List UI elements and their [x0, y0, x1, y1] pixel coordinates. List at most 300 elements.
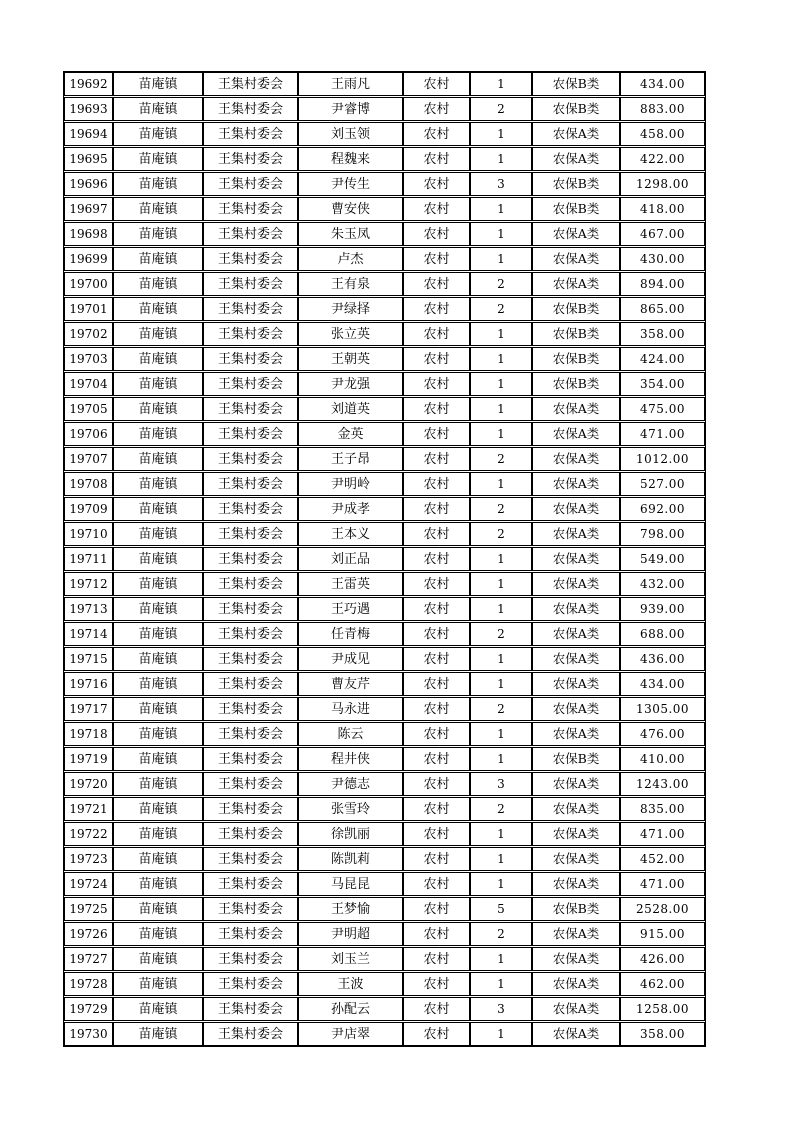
- cell-person-name: 刘玉兰: [298, 947, 403, 971]
- cell-person-name: 尹明岭: [298, 472, 403, 496]
- cell-person-name: 张雪玲: [298, 797, 403, 821]
- cell-person-count: 1: [470, 1022, 532, 1046]
- cell-town: 苗庵镇: [113, 1022, 203, 1046]
- cell-person-name: 尹成见: [298, 647, 403, 671]
- cell-insurance-type: 农保A类: [532, 597, 620, 621]
- cell-town: 苗庵镇: [113, 272, 203, 296]
- cell-serial-number: 19707: [64, 447, 113, 471]
- cell-person-name: 曹友芹: [298, 672, 403, 696]
- cell-insurance-type: 农保A类: [532, 522, 620, 546]
- cell-person-count: 1: [470, 147, 532, 171]
- cell-amount: 915.00: [620, 922, 705, 946]
- cell-insurance-type: 农保A类: [532, 797, 620, 821]
- cell-residence-type: 农村: [403, 422, 470, 446]
- cell-insurance-type: 农保B类: [532, 347, 620, 371]
- cell-town: 苗庵镇: [113, 697, 203, 721]
- cell-village: 王集村委会: [203, 897, 298, 921]
- cell-amount: 692.00: [620, 497, 705, 521]
- cell-person-count: 1: [470, 222, 532, 246]
- cell-insurance-type: 农保A类: [532, 247, 620, 271]
- cell-village: 王集村委会: [203, 547, 298, 571]
- cell-serial-number: 19700: [64, 272, 113, 296]
- cell-serial-number: 19701: [64, 297, 113, 321]
- cell-person-name: 尹德志: [298, 772, 403, 796]
- cell-town: 苗庵镇: [113, 497, 203, 521]
- cell-insurance-type: 农保A类: [532, 997, 620, 1021]
- cell-residence-type: 农村: [403, 547, 470, 571]
- cell-amount: 883.00: [620, 97, 705, 121]
- cell-insurance-type: 农保A类: [532, 222, 620, 246]
- table-row: [64, 822, 705, 846]
- cell-town: 苗庵镇: [113, 197, 203, 221]
- cell-insurance-type: 农保A类: [532, 647, 620, 671]
- cell-residence-type: 农村: [403, 772, 470, 796]
- table-row: [64, 747, 705, 771]
- cell-serial-number: 19714: [64, 622, 113, 646]
- cell-town: 苗庵镇: [113, 322, 203, 346]
- cell-town: 苗庵镇: [113, 372, 203, 396]
- cell-serial-number: 19723: [64, 847, 113, 871]
- cell-amount: 452.00: [620, 847, 705, 871]
- cell-person-count: 2: [470, 447, 532, 471]
- cell-residence-type: 农村: [403, 597, 470, 621]
- table-row: [64, 672, 705, 696]
- cell-person-count: 1: [470, 572, 532, 596]
- cell-village: 王集村委会: [203, 272, 298, 296]
- cell-residence-type: 农村: [403, 247, 470, 271]
- cell-town: 苗庵镇: [113, 672, 203, 696]
- cell-town: 苗庵镇: [113, 722, 203, 746]
- cell-insurance-type: 农保A类: [532, 947, 620, 971]
- cell-town: 苗庵镇: [113, 622, 203, 646]
- pension-payment-table: [63, 71, 706, 1047]
- cell-residence-type: 农村: [403, 522, 470, 546]
- cell-person-name: 孙配云: [298, 997, 403, 1021]
- cell-person-count: 2: [470, 922, 532, 946]
- cell-person-name: 张立英: [298, 322, 403, 346]
- cell-village: 王集村委会: [203, 247, 298, 271]
- cell-village: 王集村委会: [203, 722, 298, 746]
- cell-town: 苗庵镇: [113, 397, 203, 421]
- cell-serial-number: 19726: [64, 922, 113, 946]
- cell-person-name: 马永进: [298, 697, 403, 721]
- cell-person-name: 朱玉凤: [298, 222, 403, 246]
- cell-amount: 471.00: [620, 422, 705, 446]
- cell-village: 王集村委会: [203, 522, 298, 546]
- cell-person-count: 1: [470, 972, 532, 996]
- cell-town: 苗庵镇: [113, 297, 203, 321]
- cell-insurance-type: 农保B类: [532, 197, 620, 221]
- table-row: [64, 422, 705, 446]
- cell-person-name: 尹成孝: [298, 497, 403, 521]
- cell-residence-type: 农村: [403, 222, 470, 246]
- cell-town: 苗庵镇: [113, 847, 203, 871]
- cell-person-name: 马昆昆: [298, 872, 403, 896]
- cell-residence-type: 农村: [403, 947, 470, 971]
- cell-amount: 430.00: [620, 247, 705, 271]
- cell-town: 苗庵镇: [113, 222, 203, 246]
- cell-person-count: 5: [470, 897, 532, 921]
- table-row: [64, 772, 705, 796]
- cell-person-count: 2: [470, 522, 532, 546]
- cell-insurance-type: 农保A类: [532, 547, 620, 571]
- cell-amount: 434.00: [620, 672, 705, 696]
- table-row: [64, 797, 705, 821]
- cell-village: 王集村委会: [203, 322, 298, 346]
- cell-person-count: 1: [470, 197, 532, 221]
- table-row: [64, 222, 705, 246]
- cell-person-count: 1: [470, 647, 532, 671]
- cell-town: 苗庵镇: [113, 597, 203, 621]
- cell-residence-type: 农村: [403, 797, 470, 821]
- cell-amount: 426.00: [620, 947, 705, 971]
- cell-insurance-type: 农保A类: [532, 572, 620, 596]
- cell-town: 苗庵镇: [113, 972, 203, 996]
- cell-serial-number: 19727: [64, 947, 113, 971]
- cell-village: 王集村委会: [203, 397, 298, 421]
- cell-insurance-type: 农保A类: [532, 122, 620, 146]
- cell-insurance-type: 农保A类: [532, 822, 620, 846]
- cell-insurance-type: 农保A类: [532, 497, 620, 521]
- cell-village: 王集村委会: [203, 297, 298, 321]
- table-row: [64, 947, 705, 971]
- table-row: [64, 897, 705, 921]
- table-row: [64, 247, 705, 271]
- cell-residence-type: 农村: [403, 647, 470, 671]
- cell-village: 王集村委会: [203, 572, 298, 596]
- cell-amount: 1258.00: [620, 997, 705, 1021]
- cell-town: 苗庵镇: [113, 122, 203, 146]
- cell-person-name: 王有泉: [298, 272, 403, 296]
- cell-serial-number: 19717: [64, 697, 113, 721]
- cell-village: 王集村委会: [203, 347, 298, 371]
- cell-insurance-type: 农保A类: [532, 922, 620, 946]
- cell-serial-number: 19725: [64, 897, 113, 921]
- table-row: [64, 472, 705, 496]
- cell-town: 苗庵镇: [113, 747, 203, 771]
- cell-residence-type: 农村: [403, 397, 470, 421]
- cell-person-name: 刘玉领: [298, 122, 403, 146]
- cell-person-name: 尹传生: [298, 172, 403, 196]
- cell-serial-number: 19704: [64, 372, 113, 396]
- cell-person-count: 1: [470, 247, 532, 271]
- cell-serial-number: 19708: [64, 472, 113, 496]
- cell-village: 王集村委会: [203, 372, 298, 396]
- cell-person-name: 王雨凡: [298, 72, 403, 96]
- cell-town: 苗庵镇: [113, 997, 203, 1021]
- cell-town: 苗庵镇: [113, 897, 203, 921]
- table-row: [64, 697, 705, 721]
- cell-residence-type: 农村: [403, 722, 470, 746]
- cell-village: 王集村委会: [203, 672, 298, 696]
- cell-person-count: 3: [470, 172, 532, 196]
- cell-person-name: 尹睿博: [298, 97, 403, 121]
- table-row: [64, 397, 705, 421]
- cell-serial-number: 19722: [64, 822, 113, 846]
- cell-village: 王集村委会: [203, 622, 298, 646]
- cell-insurance-type: 农保A类: [532, 397, 620, 421]
- cell-person-count: 2: [470, 622, 532, 646]
- cell-person-count: 1: [470, 722, 532, 746]
- cell-village: 王集村委会: [203, 822, 298, 846]
- cell-serial-number: 19710: [64, 522, 113, 546]
- cell-amount: 527.00: [620, 472, 705, 496]
- cell-person-name: 程魏来: [298, 147, 403, 171]
- cell-village: 王集村委会: [203, 747, 298, 771]
- cell-amount: 1305.00: [620, 697, 705, 721]
- cell-serial-number: 19713: [64, 597, 113, 621]
- cell-town: 苗庵镇: [113, 922, 203, 946]
- cell-insurance-type: 农保A类: [532, 972, 620, 996]
- cell-serial-number: 19695: [64, 147, 113, 171]
- cell-person-name: 任青梅: [298, 622, 403, 646]
- cell-town: 苗庵镇: [113, 447, 203, 471]
- cell-insurance-type: 农保A类: [532, 622, 620, 646]
- cell-village: 王集村委会: [203, 697, 298, 721]
- cell-amount: 354.00: [620, 372, 705, 396]
- table-row: [64, 572, 705, 596]
- cell-serial-number: 19711: [64, 547, 113, 571]
- table-row: [64, 172, 705, 196]
- cell-person-count: 1: [470, 472, 532, 496]
- cell-serial-number: 19720: [64, 772, 113, 796]
- cell-person-count: 1: [470, 947, 532, 971]
- cell-town: 苗庵镇: [113, 772, 203, 796]
- cell-residence-type: 农村: [403, 472, 470, 496]
- cell-town: 苗庵镇: [113, 797, 203, 821]
- cell-town: 苗庵镇: [113, 522, 203, 546]
- cell-village: 王集村委会: [203, 647, 298, 671]
- cell-village: 王集村委会: [203, 472, 298, 496]
- cell-village: 王集村委会: [203, 997, 298, 1021]
- cell-person-count: 3: [470, 772, 532, 796]
- cell-residence-type: 农村: [403, 172, 470, 196]
- cell-village: 王集村委会: [203, 447, 298, 471]
- cell-person-count: 1: [470, 122, 532, 146]
- cell-residence-type: 农村: [403, 497, 470, 521]
- cell-serial-number: 19719: [64, 747, 113, 771]
- cell-village: 王集村委会: [203, 922, 298, 946]
- cell-person-name: 尹龙强: [298, 372, 403, 396]
- cell-person-count: 1: [470, 847, 532, 871]
- cell-amount: 835.00: [620, 797, 705, 821]
- table-row: [64, 972, 705, 996]
- cell-person-count: 1: [470, 397, 532, 421]
- cell-person-count: 1: [470, 347, 532, 371]
- cell-amount: 865.00: [620, 297, 705, 321]
- cell-serial-number: 19724: [64, 872, 113, 896]
- cell-amount: 549.00: [620, 547, 705, 571]
- cell-village: 王集村委会: [203, 597, 298, 621]
- cell-amount: 894.00: [620, 272, 705, 296]
- cell-amount: 358.00: [620, 322, 705, 346]
- cell-insurance-type: 农保B类: [532, 72, 620, 96]
- cell-town: 苗庵镇: [113, 647, 203, 671]
- cell-amount: 410.00: [620, 747, 705, 771]
- cell-town: 苗庵镇: [113, 147, 203, 171]
- cell-town: 苗庵镇: [113, 822, 203, 846]
- table-row: [64, 147, 705, 171]
- cell-residence-type: 农村: [403, 872, 470, 896]
- cell-insurance-type: 农保B类: [532, 97, 620, 121]
- cell-insurance-type: 农保A类: [532, 847, 620, 871]
- cell-insurance-type: 农保B类: [532, 897, 620, 921]
- cell-person-name: 陈凯莉: [298, 847, 403, 871]
- cell-person-name: 刘正品: [298, 547, 403, 571]
- cell-amount: 471.00: [620, 822, 705, 846]
- cell-serial-number: 19718: [64, 722, 113, 746]
- cell-amount: 462.00: [620, 972, 705, 996]
- cell-village: 王集村委会: [203, 97, 298, 121]
- table-row: [64, 272, 705, 296]
- cell-amount: 798.00: [620, 522, 705, 546]
- cell-insurance-type: 农保A类: [532, 447, 620, 471]
- cell-residence-type: 农村: [403, 197, 470, 221]
- cell-serial-number: 19692: [64, 72, 113, 96]
- cell-residence-type: 农村: [403, 122, 470, 146]
- table-row: [64, 97, 705, 121]
- cell-residence-type: 农村: [403, 672, 470, 696]
- cell-amount: 458.00: [620, 122, 705, 146]
- cell-insurance-type: 农保B类: [532, 747, 620, 771]
- cell-amount: 418.00: [620, 197, 705, 221]
- cell-person-count: 1: [470, 872, 532, 896]
- cell-serial-number: 19706: [64, 422, 113, 446]
- cell-town: 苗庵镇: [113, 547, 203, 571]
- cell-town: 苗庵镇: [113, 872, 203, 896]
- table-row: [64, 447, 705, 471]
- cell-amount: 1243.00: [620, 772, 705, 796]
- cell-serial-number: 19693: [64, 97, 113, 121]
- cell-village: 王集村委会: [203, 947, 298, 971]
- cell-serial-number: 19728: [64, 972, 113, 996]
- cell-residence-type: 农村: [403, 1022, 470, 1046]
- cell-village: 王集村委会: [203, 772, 298, 796]
- cell-person-count: 2: [470, 497, 532, 521]
- cell-person-name: 王梦愉: [298, 897, 403, 921]
- cell-person-name: 王雷英: [298, 572, 403, 596]
- table-row: [64, 497, 705, 521]
- cell-person-name: 程井侠: [298, 747, 403, 771]
- cell-amount: 422.00: [620, 147, 705, 171]
- cell-person-name: 王朝英: [298, 347, 403, 371]
- cell-residence-type: 农村: [403, 972, 470, 996]
- cell-insurance-type: 农保A类: [532, 872, 620, 896]
- cell-serial-number: 19730: [64, 1022, 113, 1046]
- table-row: [64, 1022, 705, 1046]
- cell-residence-type: 农村: [403, 322, 470, 346]
- cell-village: 王集村委会: [203, 147, 298, 171]
- table-row: [64, 547, 705, 571]
- table-row: [64, 622, 705, 646]
- cell-residence-type: 农村: [403, 697, 470, 721]
- table-row: [64, 372, 705, 396]
- table-row: [64, 997, 705, 1021]
- cell-person-count: 1: [470, 422, 532, 446]
- cell-serial-number: 19716: [64, 672, 113, 696]
- table-row: [64, 522, 705, 546]
- cell-residence-type: 农村: [403, 822, 470, 846]
- cell-village: 王集村委会: [203, 847, 298, 871]
- cell-person-count: 2: [470, 297, 532, 321]
- cell-amount: 436.00: [620, 647, 705, 671]
- cell-person-name: 金英: [298, 422, 403, 446]
- cell-village: 王集村委会: [203, 172, 298, 196]
- cell-serial-number: 19699: [64, 247, 113, 271]
- cell-residence-type: 农村: [403, 147, 470, 171]
- cell-serial-number: 19696: [64, 172, 113, 196]
- table-row: [64, 872, 705, 896]
- cell-village: 王集村委会: [203, 972, 298, 996]
- table-row: [64, 597, 705, 621]
- cell-residence-type: 农村: [403, 372, 470, 396]
- cell-amount: 2528.00: [620, 897, 705, 921]
- cell-serial-number: 19698: [64, 222, 113, 246]
- cell-person-name: 王本义: [298, 522, 403, 546]
- cell-serial-number: 19697: [64, 197, 113, 221]
- table-row: [64, 322, 705, 346]
- cell-person-count: 2: [470, 272, 532, 296]
- cell-village: 王集村委会: [203, 72, 298, 96]
- table-row: [64, 347, 705, 371]
- cell-insurance-type: 农保A类: [532, 472, 620, 496]
- cell-town: 苗庵镇: [113, 572, 203, 596]
- cell-residence-type: 农村: [403, 922, 470, 946]
- cell-residence-type: 农村: [403, 347, 470, 371]
- cell-serial-number: 19705: [64, 397, 113, 421]
- cell-insurance-type: 农保A类: [532, 722, 620, 746]
- cell-insurance-type: 农保A类: [532, 422, 620, 446]
- table-row: [64, 722, 705, 746]
- cell-village: 王集村委会: [203, 1022, 298, 1046]
- cell-residence-type: 农村: [403, 97, 470, 121]
- cell-person-count: 1: [470, 747, 532, 771]
- cell-serial-number: 19712: [64, 572, 113, 596]
- cell-serial-number: 19729: [64, 997, 113, 1021]
- cell-insurance-type: 农保A类: [532, 1022, 620, 1046]
- cell-amount: 476.00: [620, 722, 705, 746]
- cell-insurance-type: 农保A类: [532, 147, 620, 171]
- cell-residence-type: 农村: [403, 847, 470, 871]
- table-row: [64, 297, 705, 321]
- table-row: [64, 122, 705, 146]
- cell-person-count: 1: [470, 672, 532, 696]
- cell-person-count: 1: [470, 547, 532, 571]
- cell-residence-type: 农村: [403, 272, 470, 296]
- cell-insurance-type: 农保B类: [532, 297, 620, 321]
- cell-person-count: 1: [470, 822, 532, 846]
- cell-town: 苗庵镇: [113, 97, 203, 121]
- cell-residence-type: 农村: [403, 72, 470, 96]
- cell-person-count: 2: [470, 97, 532, 121]
- cell-person-count: 1: [470, 72, 532, 96]
- table-row: [64, 647, 705, 671]
- cell-town: 苗庵镇: [113, 347, 203, 371]
- cell-person-name: 王巧遇: [298, 597, 403, 621]
- cell-amount: 358.00: [620, 1022, 705, 1046]
- cell-serial-number: 19703: [64, 347, 113, 371]
- cell-amount: 467.00: [620, 222, 705, 246]
- table-row: [64, 922, 705, 946]
- cell-residence-type: 农村: [403, 297, 470, 321]
- cell-insurance-type: 农保A类: [532, 672, 620, 696]
- cell-amount: 434.00: [620, 72, 705, 96]
- cell-town: 苗庵镇: [113, 247, 203, 271]
- cell-village: 王集村委会: [203, 422, 298, 446]
- cell-amount: 1012.00: [620, 447, 705, 471]
- cell-village: 王集村委会: [203, 197, 298, 221]
- cell-person-name: 王子昂: [298, 447, 403, 471]
